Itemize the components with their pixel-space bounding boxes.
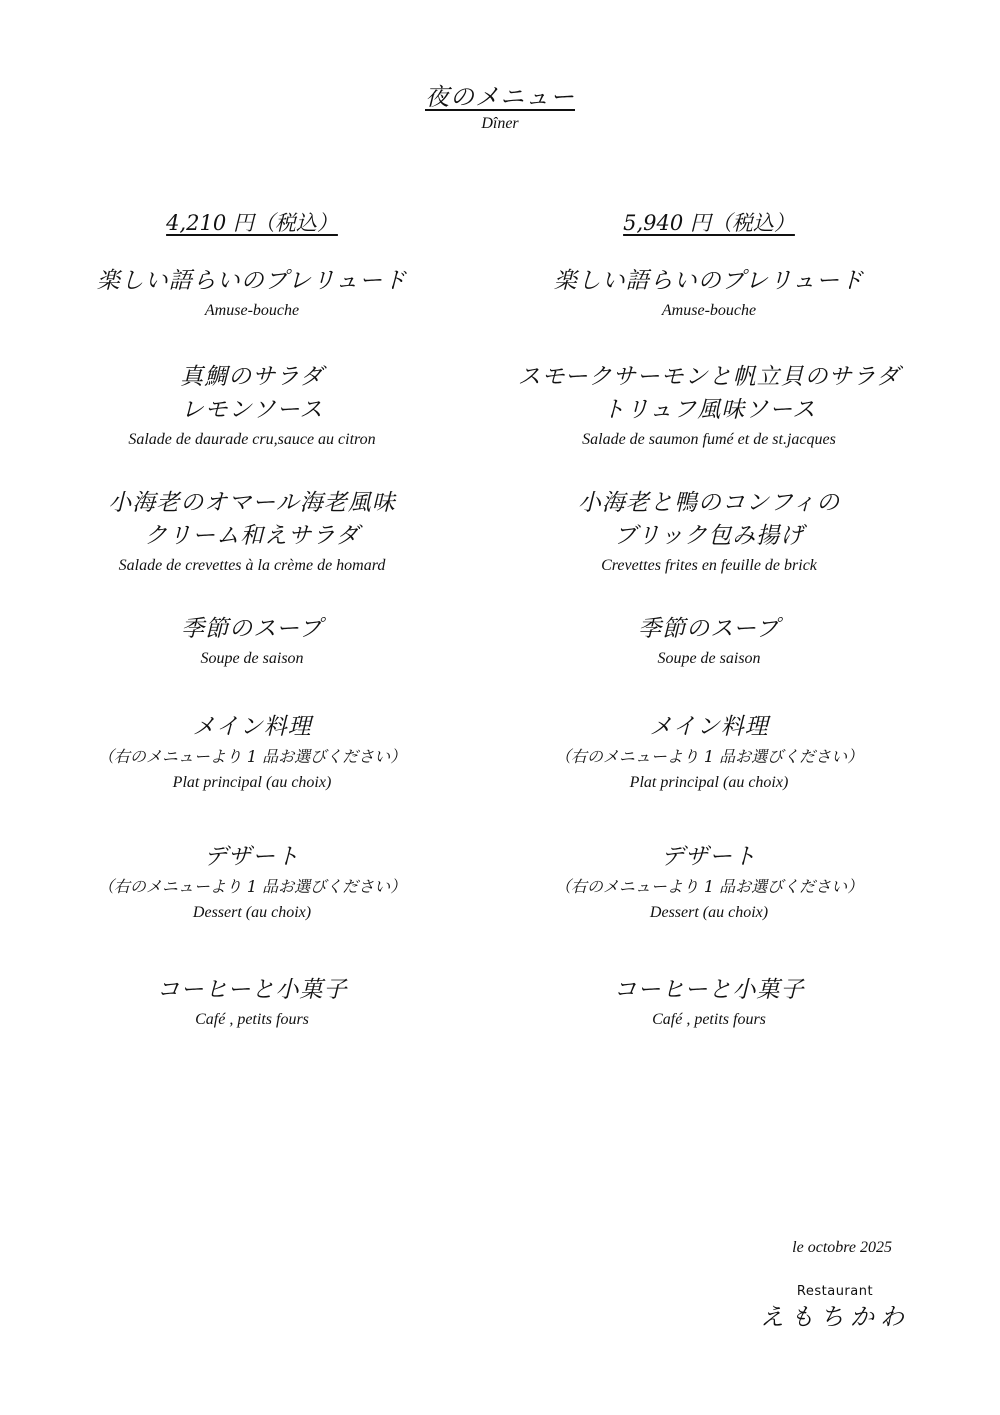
course-item-shrimp (42, 487, 462, 613)
course-item-main (42, 711, 462, 841)
course-item-salad (42, 361, 462, 487)
dish-name-fr: Crevettes frites en feuille de brick (601, 557, 817, 574)
dish-name-fr: Café , petits fours (652, 1011, 766, 1028)
course-item-coffee (499, 974, 919, 1034)
course-menu-4210 (42, 208, 462, 1034)
dish-name-fr: Salade de saumon fumé et de st.jacques (582, 431, 836, 448)
course-item-soup (499, 613, 919, 711)
dish-name-fr: Salade de crevettes à la crème de homard (118, 557, 386, 574)
dish-name-jp-line2: クリーム和えサラダ (144, 523, 360, 549)
dish-name-jp: コーヒーと小菓子 (613, 977, 805, 1003)
dish-name-jp: 楽しい語らいのプレリュード (553, 268, 865, 294)
course-item-amuse-bouche (499, 265, 919, 361)
restaurant-logo (760, 1284, 910, 1334)
course-item-salad (499, 361, 919, 487)
course-price: 5,940 円（税込） (623, 211, 795, 235)
dish-name-jp: 季節のスープ (638, 616, 780, 642)
menu-subtitle: Dîner (481, 115, 519, 132)
dish-name-jp-line2: ブリック包み揚げ (613, 523, 805, 549)
dish-name-fr: Amuse-bouche (204, 302, 300, 319)
course-menu-5940 (499, 208, 919, 1034)
choice-note: （右のメニューより 1 品お選びください） (554, 877, 864, 896)
course-item-dessert (499, 841, 919, 974)
dish-name-fr: Plat principal (au choix) (629, 774, 789, 791)
dish-name-jp: 真鯛のサラダ (180, 364, 324, 390)
dish-name-jp: 小海老のオマール海老風味 (108, 490, 396, 516)
dish-name-jp: デザート (204, 844, 300, 870)
course-item-dessert (42, 841, 462, 974)
dish-name-fr: Salade de daurade cru,sauce au citron (128, 431, 376, 448)
course-item-amuse-bouche (42, 265, 462, 361)
dish-name-jp: 小海老と鴨のコンフィの (577, 490, 841, 516)
dish-name-fr: Dessert (au choix) (649, 904, 769, 921)
menu-header (0, 82, 1000, 134)
course-item-soup (42, 613, 462, 711)
dish-name-jp-line2: レモンソース (180, 397, 324, 423)
dish-name-fr: Soupe de saison (657, 650, 761, 667)
dish-name-fr: Dessert (au choix) (192, 904, 312, 921)
dish-name-fr: Soupe de saison (200, 650, 304, 667)
menu-date: le octobre 2025 (792, 1239, 892, 1256)
dish-name-jp-line2: トリュフ風味ソース (601, 397, 817, 423)
choice-note: （右のメニューより 1 品お選びください） (554, 747, 864, 766)
dish-name-fr: Café , petits fours (195, 1011, 309, 1028)
dish-name-jp: デザート (661, 844, 757, 870)
dish-name-jp: 季節のスープ (181, 616, 323, 642)
dish-name-jp: スモークサーモンと帆立貝のサラダ (517, 364, 901, 390)
dish-name-jp: メイン料理 (192, 714, 312, 740)
course-item-main (499, 711, 919, 841)
choice-note: （右のメニューより 1 品お選びください） (97, 877, 407, 896)
course-item-coffee (42, 974, 462, 1034)
dish-name-fr: Plat principal (au choix) (172, 774, 332, 791)
dish-name-jp: コーヒーと小菓子 (156, 977, 348, 1003)
dish-name-fr: Amuse-bouche (661, 302, 757, 319)
menu-title: 夜のメニュー (425, 83, 575, 111)
course-item-shrimp-duck (499, 487, 919, 613)
choice-note: （右のメニューより 1 品お選びください） (97, 747, 407, 766)
dish-name-jp: メイン料理 (649, 714, 769, 740)
course-price: 4,210 円（税込） (166, 211, 338, 235)
restaurant-label: Restaurant (796, 1284, 874, 1299)
restaurant-name: えもちかわ (760, 1303, 910, 1331)
dish-name-jp: 楽しい語らいのプレリュード (96, 268, 408, 294)
